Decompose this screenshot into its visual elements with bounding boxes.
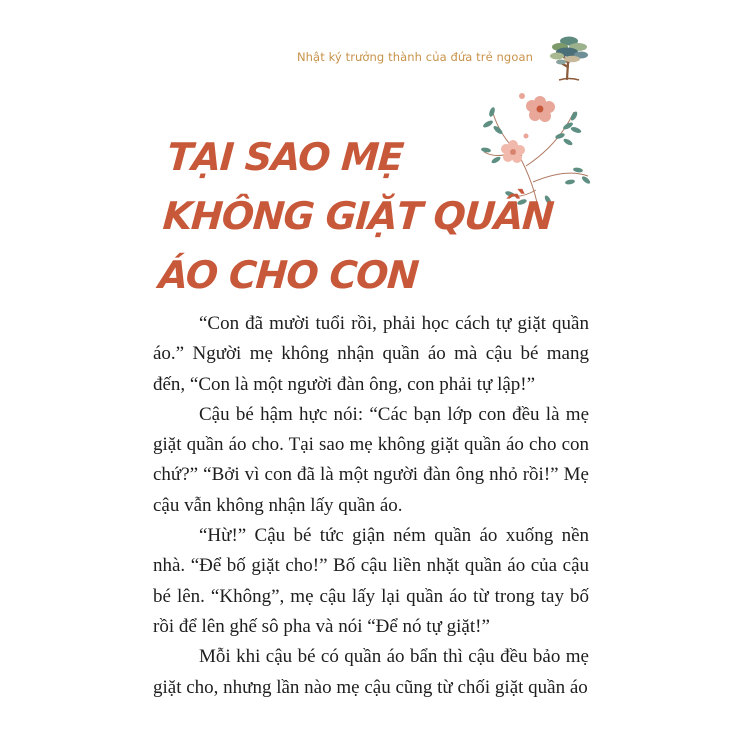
chapter-title-line: KHÔNG GIẶT QUẦN [161,194,555,238]
chapter-title [157,128,559,305]
running-header: Nhật ký trưởng thành của đứa trẻ ngoan [296,50,533,64]
paragraph: Mỗi khi cậu bé có quần áo bẩn thì cậu đều bảo mẹ giặt cho, nhưng lần nào mẹ cậu cũng từ chối giặt quần áo [153,646,589,698]
paragraph: “Hừ!” Cậu bé tức giận ném quần áo xuống nền nhà. “Để bố giặt cho!” Bố cậu liền nhặt quần áo của cậu bé lên. “Không”, mẹ cậu lấy lại quần áo từ trong tay bố rồi để lên ghế sô pha và nói “Để nó tự giặt!” [153,525,589,637]
chapter-title-line: ÁO CHO CON [157,253,420,297]
chapter-title-line: TẠI SAO MẸ [165,135,405,179]
paragraph: “Con đã mười tuổi rồi, phải học cách tự giặt quần áo.” Người mẹ không nhận quần áo mà cậu bé mang đến, “Con là một người đàn ông, con phải tự lập!” [153,313,589,395]
paragraph: Cậu bé hậm hực nói: “Các bạn lớp con đều là mẹ giặt quần áo cho. Tại sao mẹ không giặt quần áo cho con chứ?” “Bởi vì con đã là một người đàn ông nhỏ rồi!” Mẹ cậu vẫn không nhận lấy quần áo. [153,403,589,516]
body-text [153,309,589,703]
tree-logo-icon [545,33,593,83]
